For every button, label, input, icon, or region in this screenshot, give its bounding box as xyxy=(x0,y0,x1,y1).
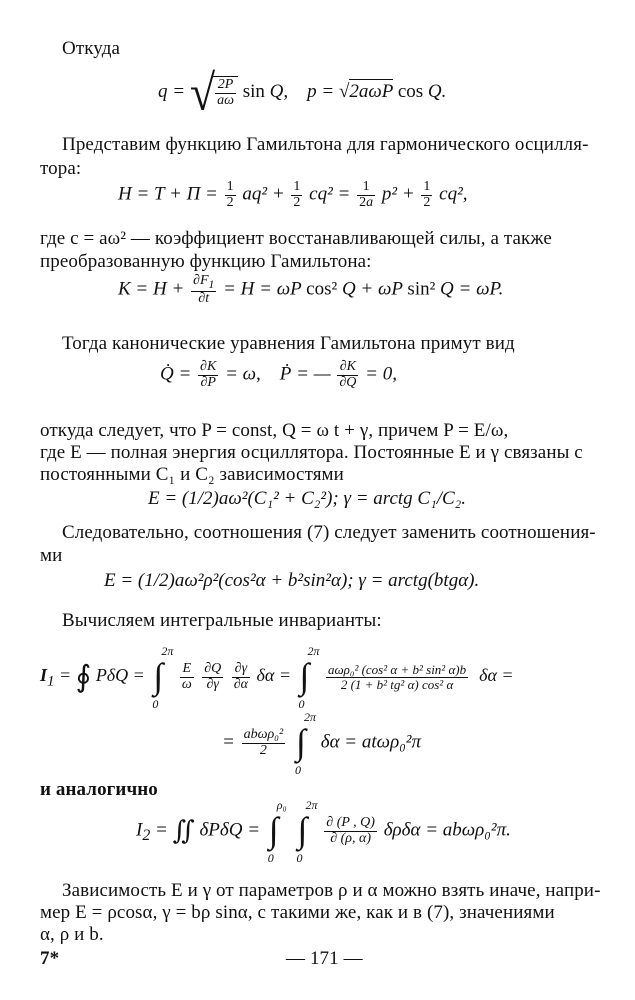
formula-sqrt-q-p: q = √ $\frac{2P}{a\omega}$ sin Q, p = √2aωP cos Q. xyxy=(158,64,447,121)
text-line: ми xyxy=(40,545,63,566)
text-line: Зависимость E и γ от параметров ρ и α можно взять иначе, напри- xyxy=(62,880,601,901)
formula-integral-invariant-1: $I_1$ = ∮ PδQ = ∫ 2π 0 $\frac{E}{\omega}$ $\frac{\partial Q}{\partial\gamma}$ $\frac{\partial\gamma}{\partial\alpha}$ δα = ∫ 2π 0 $\frac{\text{aωρ₀² (cos² α + b² sin² α)b}}{\text{2 (1 + b² tg² α) cos² α}}$ δα = xyxy=(40,644,514,711)
text-line: Откуда xyxy=(62,38,120,59)
formula-transformed-hamiltonian: K = H + $\frac{\partial F_1}{\partial t}$ = H = ωP cos² Q + ωP sin² Q = ωP. xyxy=(118,273,504,307)
formula-integral-invariant-2: $I_2$ = ∬ δPδQ = ∫ ρ₀ 0 ∫ 2π 0 $\frac{\partial (P , Q)}{\partial (\rho, \alpha)}$ δρδα = abωρ₀²π. xyxy=(136,798,511,865)
text-line: преобразованную функцию Гамильтона: xyxy=(40,251,372,272)
text-line: Вычисляем интегральные инварианты: xyxy=(62,610,382,631)
formula-integral-invariant-1-result: = $\frac{\text{abωρ₀²}}{2}$ ∫ 2π 0 δα = atωρ₀²π xyxy=(222,710,422,777)
formula-energy-rho-alpha: E = (1/2)aω²ρ²(cos²α + b²sin²α); γ = arctg(btgα). xyxy=(104,570,480,591)
text-line: где c = aω² — коэффициент восстанавливающей силы, а также xyxy=(40,228,552,249)
text-line: и аналогично xyxy=(40,779,158,800)
text-line: тора: xyxy=(40,158,82,179)
formula-canonical-equations: Q̇ = $\frac{\partial K}{\partial P}$ = ω, Ṗ = — $\frac{\partial K}{\partial Q}$ = 0, xyxy=(160,359,397,390)
text-line: мер E = ρcosα, γ = bρ sinα, с такими же, как и в (7), значениями xyxy=(40,902,555,923)
text-line: Следовательно, соотношения (7) следует заменить соотношения- xyxy=(62,522,596,543)
text-line: Представим функцию Гамильтона для гармонического осцилля- xyxy=(62,134,589,155)
text-line: постоянными C₁ и C₂ зависимостями xyxy=(40,464,344,485)
formula-hamiltonian: H = T + Π = $\frac{1}{2}$ aq² + $\frac{1}{2}$ cq² = $\frac{1}{2a}$ p² + $\frac{1}{2}$ cq², xyxy=(118,179,468,210)
text-line: где E — полная энергия осциллятора. Постоянные E и γ связаны с xyxy=(40,442,583,463)
signature-mark: 7* xyxy=(40,948,60,969)
text-line: Тогда канонические уравнения Гамильтона примут вид xyxy=(62,333,515,354)
text-line: откуда следует, что P = const, Q = ω t + γ, причем P = E/ω, xyxy=(40,420,509,441)
formula-energy-constants: E = (1/2)aω²(C₁² + C₂²); γ = arctg C₁/C₂. xyxy=(148,488,467,509)
page-number: — 171 — xyxy=(286,948,363,969)
text-line: α, ρ и b. xyxy=(40,924,104,945)
